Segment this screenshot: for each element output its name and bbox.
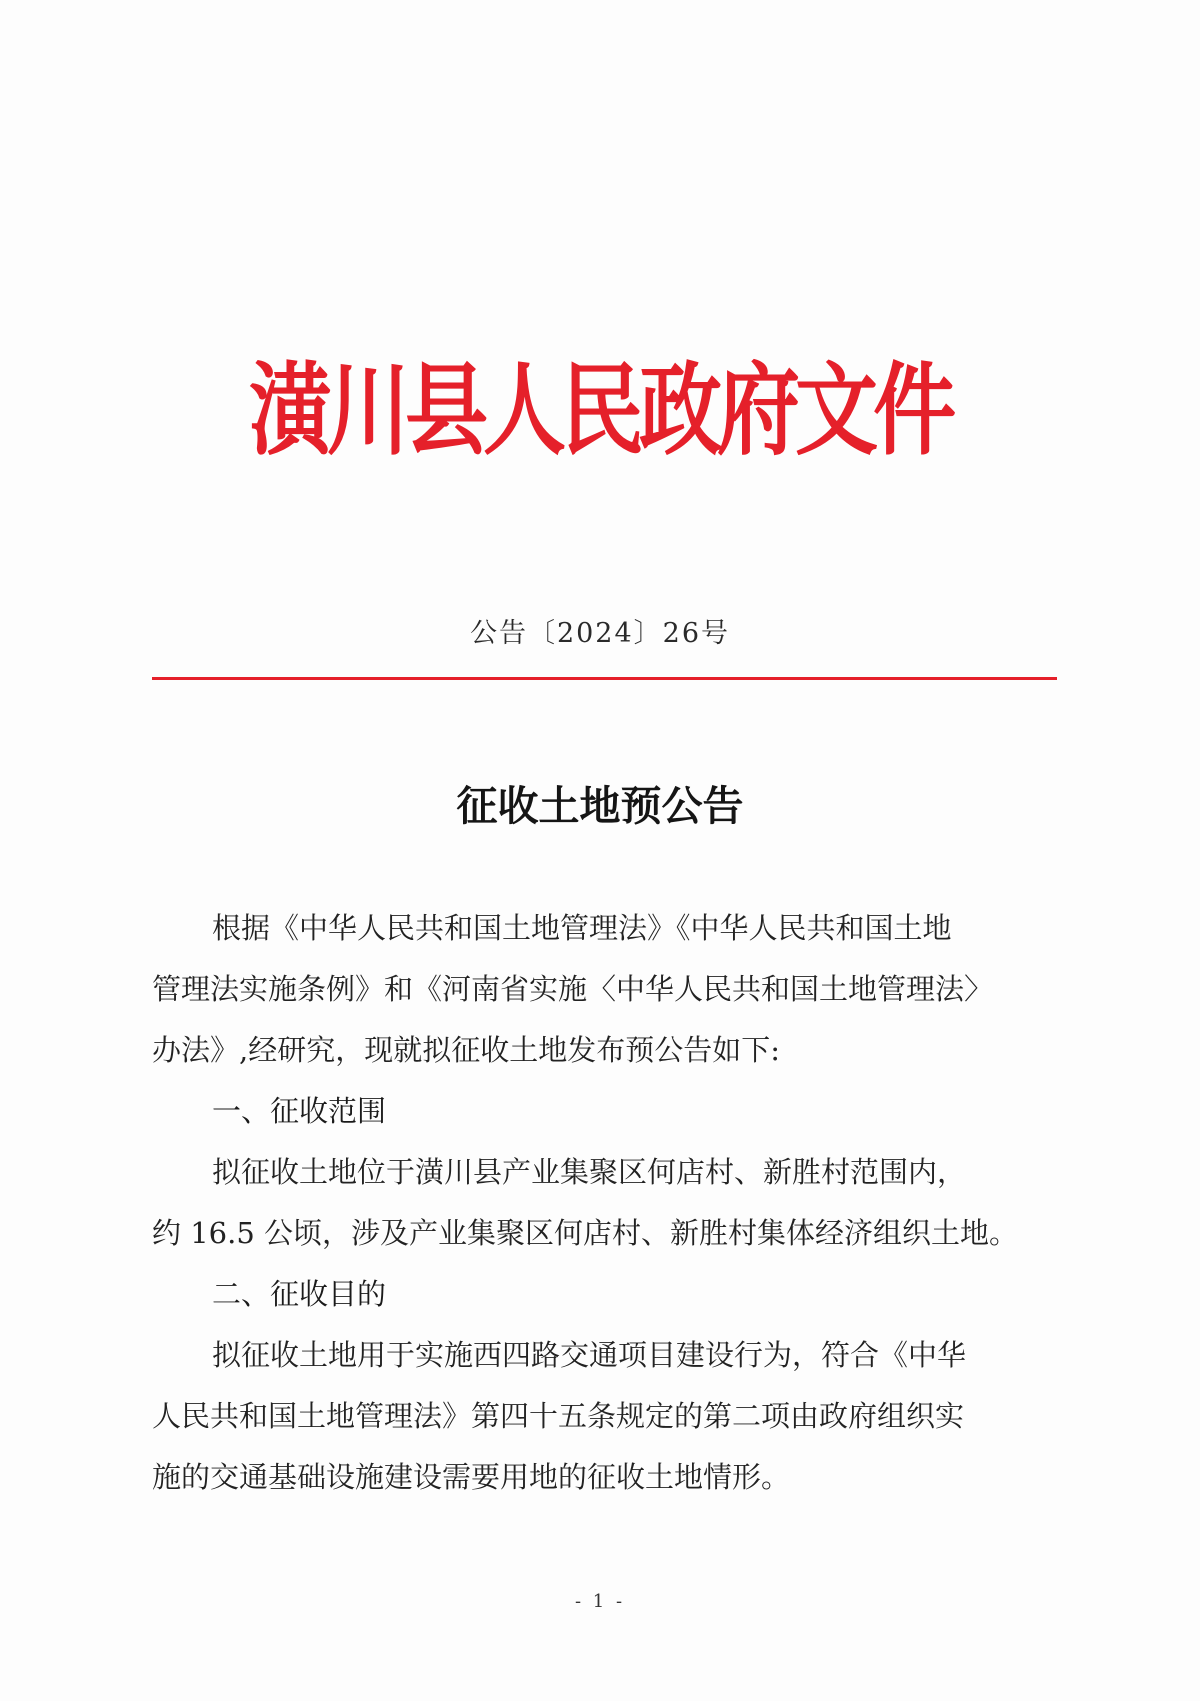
scope-line-1: 拟征收土地位于潢川县产业集聚区何店村、新胜村范围内， <box>212 1155 967 1189</box>
purpose-line-3: 施的交通基础设施建设需要用地的征收土地情形。 <box>152 1460 791 1494</box>
scope-line-2: 约 16.5 公顷，涉及产业集聚区何店村、新胜村集体经济组织土地。 <box>152 1216 1019 1250</box>
document-number: 公告〔2024〕26号 <box>469 618 731 649</box>
issuing-agency-title: 潢川县人民政府文件 <box>248 351 952 469</box>
page-number: - 1 - <box>574 1591 626 1612</box>
intro-line-2: 管理法实施条例》和《河南省实施〈中华人民共和国土地管理法〉 <box>152 972 994 1006</box>
purpose-line-1: 拟征收土地用于实施西四路交通项目建设行为，符合《中华 <box>212 1338 967 1372</box>
red-separator-line <box>152 677 1057 680</box>
section-heading-purpose: 二、征收目的 <box>212 1277 387 1311</box>
purpose-line-2: 人民共和国土地管理法》第四十五条规定的第二项由政府组织实 <box>152 1399 965 1433</box>
notice-title: 征收土地预公告 <box>456 782 744 830</box>
section-heading-scope: 一、征收范围 <box>212 1094 387 1128</box>
intro-line-1: 根据《中华人民共和国土地管理法》《中华人民共和国土地 <box>212 911 952 945</box>
intro-line-3: 办法》,经研究，现就拟征收土地发布预公告如下: <box>152 1033 780 1067</box>
